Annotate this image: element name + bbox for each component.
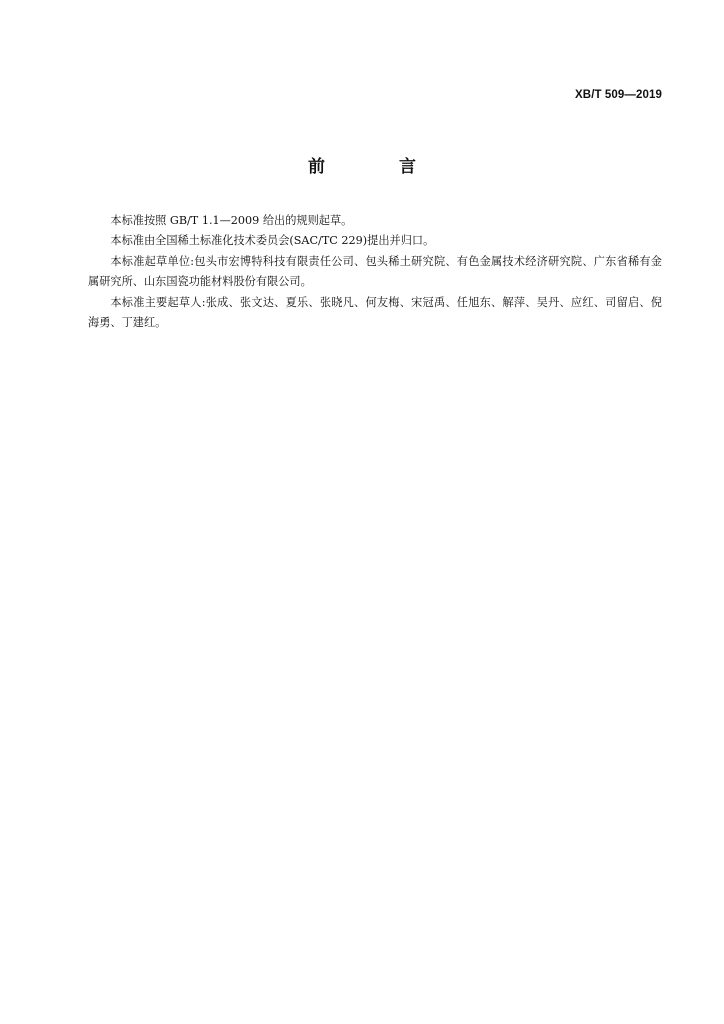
page-title: 前 言	[308, 157, 450, 177]
foreword-body	[88, 211, 662, 333]
paragraph-proposing-committee: 本标准由全国稀土标准化技术委员会(SAC/TC 229)提出并归口。	[110, 234, 435, 248]
paragraph-drafting-units: 本标准起草单位:包头市宏博特科技有限责任公司、包头稀土研究院、有色金属技术经济研究院、广东省稀有金属研究所、山东国瓷功能材料股份有限公司。	[88, 254, 662, 289]
paragraph-drafters: 本标准主要起草人:张成、张文达、夏乐、张晓凡、何友梅、宋冠禹、任旭东、解萍、吴丹、应红、司留启、倪海勇、丁建红。	[88, 295, 662, 330]
standard-code-header: XB/T 509—2019	[575, 89, 662, 101]
paragraph-drafting-rules: 本标准按照 GB/T 1.1—2009 给出的规则起草。	[110, 214, 353, 227]
